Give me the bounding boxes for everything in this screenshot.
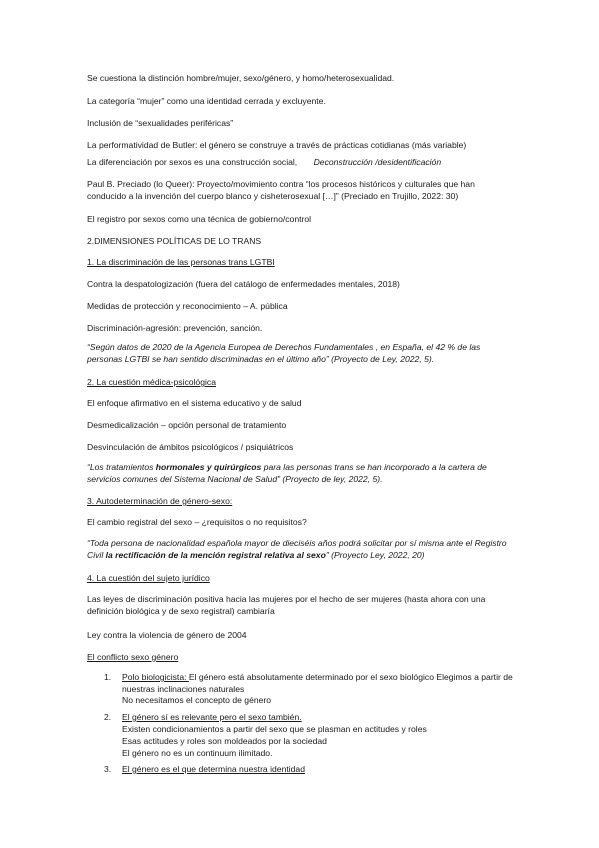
- paragraph-preciado: Paul B. Preciado (lo Queer): Proyecto/movimiento contra “los procesos históricos y culturales que han conducido a la invención del cuerpo blanco y cisheterosexual […]” (Preciado en Trujillo, 2022: 30): [87, 179, 475, 201]
- quote-treatments: [87, 462, 515, 485]
- paragraph-registry: El registro por sexos como una técnica de gobierno/control: [87, 214, 312, 224]
- line-positive-discrimination: Las leyes de discriminación positiva hacia las mujeres por el hecho de ser mujeres (hasta ahora con una definición biológica y de sexo registral) cambiaría: [87, 594, 486, 616]
- quote-treatments-a: “Los tratamientos: [87, 462, 156, 472]
- biologicist-lead: Polo biologicista:: [122, 672, 189, 682]
- line-registry-change: El cambio registral del sexo – ¿requisitos o no requisitos?: [87, 517, 307, 527]
- line-depathologization: Contra la despatologización (fuera del catálogo de enfermedades mentales, 2018): [87, 279, 400, 289]
- line-protection: Medidas de protección y reconocimiento – A. pública: [87, 301, 288, 311]
- list-number-3: 3.: [104, 764, 112, 774]
- paragraph-questioning: Se cuestiona la distinción hombre/mujer, sexo/género, y homo/heterosexualidad.: [87, 73, 395, 83]
- list-subline-no-gender: No necesitamos el concepto de género: [122, 695, 272, 705]
- heading-sex-gender-conflict: El conflicto sexo género: [87, 652, 179, 662]
- paragraph-butler: La performatividad de Butler: el género se construye a través de prácticas cotidianas (más variable): [87, 140, 467, 150]
- section-title-political-dimensions: 2.DIMENSIONES POLÍTICAS DE LO TRANS: [87, 236, 262, 246]
- deconstruction-text: Deconstrucción /desidentificación: [313, 157, 442, 167]
- list-subline-molded: Esas actitudes y roles son moldeados por la sociedad: [122, 736, 327, 746]
- heading-legal-subject: 4. La cuestión del sujeto jurídico: [87, 573, 210, 583]
- list-item-biologicist: [122, 672, 517, 695]
- quote-treatments-c: para las personas trans se han incorporado a la cartera de servicios comunes del Sistema Nacional de Salud” (Proyecto de ley, 2022, 5).: [87, 462, 487, 484]
- biologicist-text: El género está absolutamente determinado por el sexo biológico Elegimos a partir de nuestras inclinaciones naturales: [122, 672, 513, 694]
- differentiation-text: La diferenciación por sexos es una construcción social,: [87, 157, 298, 167]
- line-violence-law: Ley contra la violencia de género de 2004: [87, 630, 247, 640]
- quote-registry-c: ” (Proyecto Ley, 2022, 20): [325, 549, 425, 560]
- list-subline-continuum: El género no es un continuum ilimitado.: [122, 748, 273, 758]
- line-dissociation: Desvinculación de ámbitos psicológicos / psiquiátricos: [87, 442, 294, 452]
- line-affirmative-approach: El enfoque afirmativo en el sistema educativo y de salud: [87, 398, 302, 408]
- line-discrimination-aggression: Discriminación-agresión: prevención, sanción.: [87, 323, 263, 333]
- list-number-1: 1.: [104, 672, 112, 682]
- paragraph-peripheral-sexualities: Inclusión de “sexualidades periféricas”: [87, 118, 234, 128]
- list-subline-conditioning: Existen condicionamientos a partir del sexo que se plasman en actitudes y roles: [122, 724, 427, 734]
- list-item-relevant: El género sí es relevante pero el sexo también.: [122, 712, 302, 722]
- list-item-identity: El género es el que determina nuestra identidad: [122, 764, 305, 774]
- heading-discrimination: 1. La discriminación de las personas trans LGTBI: [87, 257, 275, 267]
- heading-self-determination: 3. Autodeterminación de género-sexo:: [87, 496, 233, 506]
- quote-civil-registry: [87, 538, 515, 561]
- quote-fra-data: “Según datos de 2020 de la Agencia Europea de Derechos Fundamentales , en España, el 42 % de las personas LGTBI se han sentido discriminadas en el último año” (Proyecto de Ley, 2022, 5).: [87, 342, 481, 364]
- quote-registry-a: “Toda persona de nacionalidad española mayor de dieciséis años podrá solicitar por sí misma ante el Registro Civil: [87, 538, 507, 560]
- quote-treatments-bold: hormonales y quirúrgicos: [155, 462, 262, 472]
- line-demedicalization: Desmedicalización – opción personal de tratamiento: [87, 420, 287, 430]
- paragraph-differentiation: [87, 157, 441, 169]
- paragraph-category-woman: La categoría “mujer” como una identidad cerrada y excluyente.: [87, 96, 326, 106]
- list-number-2: 2.: [104, 712, 112, 722]
- quote-registry-bold: la rectificación de la mención registral relativa al sexo: [105, 549, 326, 560]
- heading-medical: 2. La cuestión médica-psicológica: [87, 377, 216, 387]
